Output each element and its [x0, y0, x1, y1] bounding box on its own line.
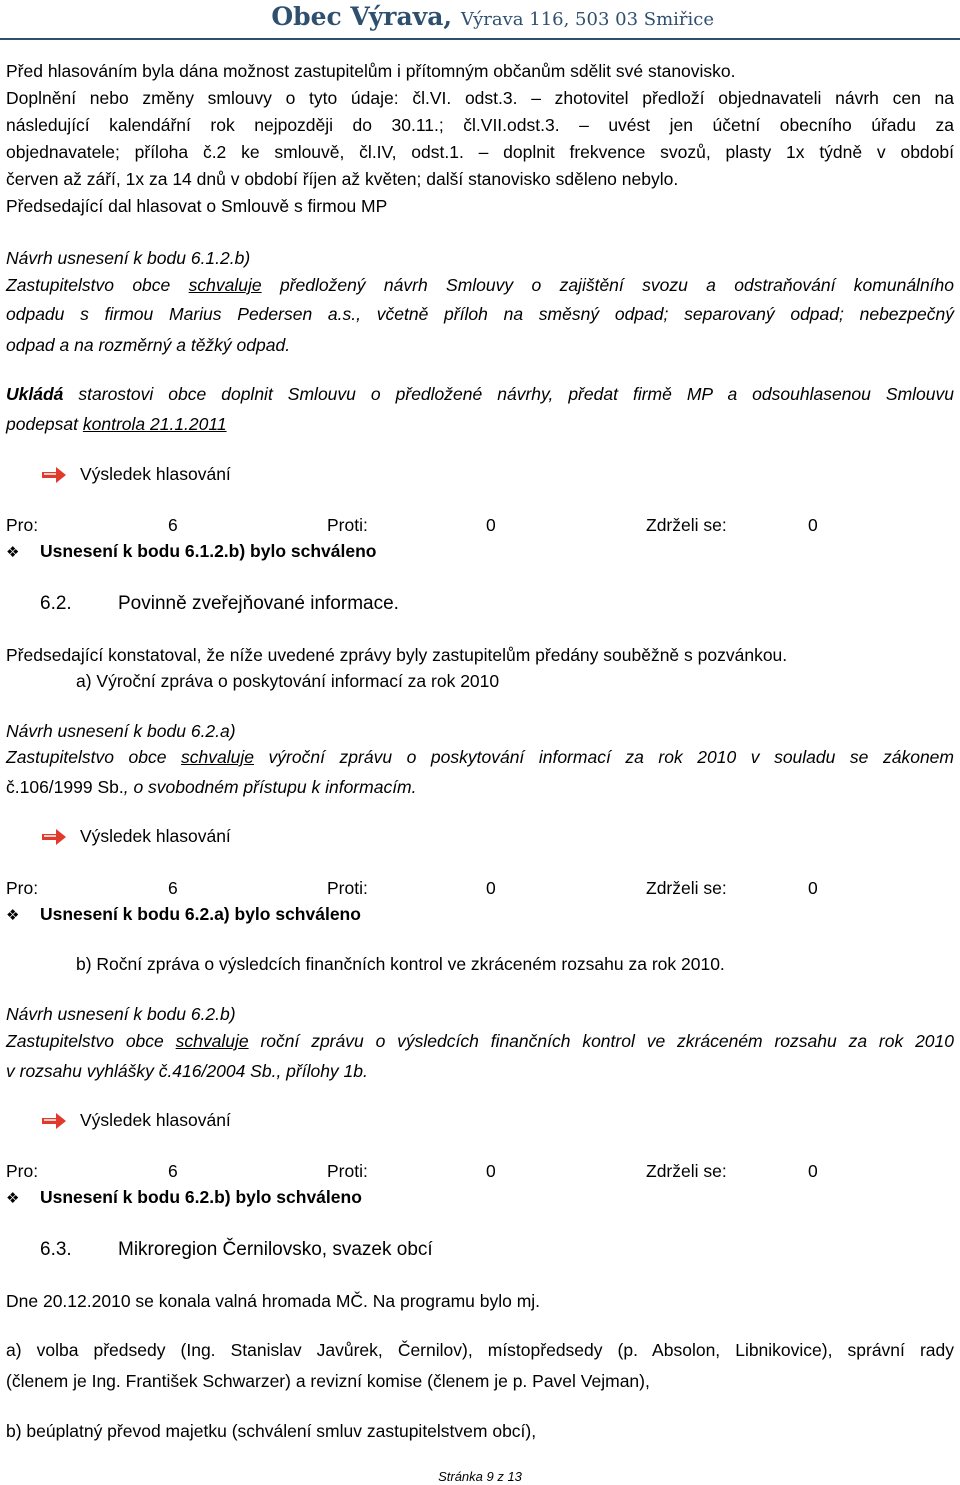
pro-count: 6	[168, 1161, 178, 1181]
section-6-3-text: Dne 20.12.2010 se konala valná hromada MČ. Na programu bylo mj.	[6, 1291, 541, 1311]
resolution-text-612b-3: odpad a na rozměrný a těžký odpad.	[6, 335, 291, 355]
section-title: Povinně zveřejňované informace.	[118, 593, 399, 614]
proti-count: 0	[486, 515, 496, 535]
section-6-3-item-a-1: a) volba předsedy (Ing. Stanislav Javůrek, Černilov), místopředsedy (p. Absolon, Libnikovice), správní rady	[6, 1340, 954, 1360]
vote-counts-3	[6, 1158, 846, 1185]
resolution-heading-62a: Návrh usnesení k bodu 6.2.a)	[6, 721, 236, 741]
intro-line-1: Před hlasováním byla dána možnost zastupitelům i přítomným občanům sdělit své stanovisko.	[6, 61, 736, 81]
section-6-3-item-b: b) beúplatný převod majetku (schválení smluv zastupitelstvem obcí),	[6, 1421, 537, 1441]
text-part: starostovi obce doplnit Smlouvu o předložené návrhy, předat firmě MP a odsouhlasenou Smlouvu	[63, 384, 954, 404]
zdrzeli-count: 0	[808, 878, 818, 898]
resolution-text-62b-2	[6, 1058, 368, 1085]
section-number: 6.3.	[40, 1239, 72, 1260]
resolution-text-62a-1	[6, 744, 954, 771]
text-part: roční zprávu o výsledcích finančních kontrol ve zkráceném rozsahu za rok 2010	[248, 1031, 955, 1051]
law-ref: č.106/1999 Sb.	[6, 777, 124, 797]
arrow-right-icon	[40, 1111, 68, 1131]
task-line-1	[6, 381, 954, 408]
approves-word: schvaluje	[181, 747, 254, 767]
pro-label: Pro:	[6, 1161, 39, 1181]
page-footer: Stránka 9 z 13	[438, 1469, 522, 1484]
vote-outcome-1	[6, 538, 376, 565]
text-part: výroční zprávu o poskytování informací za rok 2010 v souladu se zákonem	[254, 747, 954, 767]
vote-counts-1	[6, 512, 846, 539]
section-6-2	[6, 590, 906, 617]
pro-label: Pro:	[6, 515, 39, 535]
vote-label: Výsledek hlasování	[80, 826, 231, 846]
proti-label: Proti:	[327, 878, 368, 898]
pro-label: Pro:	[6, 878, 39, 898]
arrow-right-icon	[40, 827, 68, 847]
item-a: a) Výroční zpráva o poskytování informací za rok 2010	[76, 671, 500, 691]
task-line-2	[6, 411, 227, 438]
zdrzeli-label: Zdrželi se:	[646, 1161, 727, 1181]
proti-count: 0	[486, 1161, 496, 1181]
text-part: podepsat	[6, 414, 83, 434]
diamond-bullet-icon: ❖	[6, 1190, 20, 1207]
vote-label: Výsledek hlasování	[80, 1110, 231, 1130]
pro-count: 6	[168, 515, 178, 535]
text-part: Zastupitelstvo obce	[6, 747, 182, 767]
resolution-text-612b-1	[6, 272, 954, 299]
intro-line-2: Doplnění nebo změny smlouvy o tyto údaje: čl.VI. odst.3. – zhotovitel předloží objednavateli návrh cen na	[6, 88, 954, 108]
deadline: kontrola 21.1.2011	[82, 414, 227, 434]
proti-label: Proti:	[327, 515, 368, 535]
text-part: Zastupitelstvo obce	[6, 275, 189, 295]
diamond-bullet-icon: ❖	[6, 544, 20, 561]
intro-line-6: Předsedající dal hlasovat o Smlouvě s firmou MP	[6, 196, 388, 216]
proti-label: Proti:	[327, 1161, 368, 1181]
zdrzeli-label: Zdrželi se:	[646, 878, 727, 898]
intro-line-3: následující kalendářní rok nejpozději do 30.11.; čl.VII.odst.3. – uvést jen účetní obecního úřadu za	[6, 115, 954, 135]
section-title: Mikroregion Černilovsko, svazek obcí	[118, 1239, 433, 1260]
intro-line-4: objednavatele; příloha č.2 ke smlouvě, čl.IV, odst.1. – doplnit frekvence svozů, plasty 1x týdně v období	[6, 142, 954, 162]
municipality-name: Obec Výrava,	[271, 2, 453, 31]
page-header	[0, 0, 960, 40]
diamond-bullet-icon: ❖	[6, 907, 20, 924]
vote-label: Výsledek hlasování	[80, 464, 231, 484]
vote-result-heading-1	[40, 461, 231, 488]
vote-outcome-2	[6, 901, 361, 928]
approves-word: schvaluje	[175, 1031, 249, 1051]
outcome-text: Usnesení k bodu 6.1.2.b) bylo schváleno	[40, 541, 377, 561]
task-keyword: Ukládá	[6, 384, 64, 404]
resolution-heading-612b: Návrh usnesení k bodu 6.1.2.b)	[6, 248, 251, 268]
intro-line-5: červen až září, 1x za 14 dnů v období říjen až květen; další stanovisko sděleno nebylo.	[6, 169, 679, 189]
proti-count: 0	[486, 878, 496, 898]
zdrzeli-count: 0	[808, 1161, 818, 1181]
section-number: 6.2.	[40, 593, 72, 614]
header-title	[271, 2, 714, 31]
section-6-3-item-a-2: (členem je Ing. František Schwarzer) a revizní komise (členem je p. Pavel Vejman),	[6, 1371, 650, 1391]
text-part: předložený návrh Smlouvy o zajištění svozu a odstraňování komunálního	[261, 275, 955, 295]
resolution-heading-62b: Návrh usnesení k bodu 6.2.b)	[6, 1004, 236, 1024]
approves-word: schvaluje	[188, 275, 262, 295]
text-part: Zastupitelstvo obce	[6, 1031, 176, 1051]
section-6-3	[6, 1236, 906, 1263]
vote-counts-2	[6, 875, 846, 902]
outcome-text: Usnesení k bodu 6.2.b) bylo schváleno	[40, 1187, 362, 1207]
arrow-right-icon	[40, 465, 68, 485]
municipality-address: Výrava 116, 503 03 Smiřice	[460, 9, 714, 30]
vote-result-heading-3	[40, 1107, 231, 1134]
law-ref: v rozsahu vyhlášky č.416/2004 Sb.	[6, 1061, 277, 1081]
section-6-2-text: Předsedající konstatoval, že níže uvedené zprávy byly zastupitelům předány souběžně s pozvánkou.	[6, 645, 788, 665]
zdrzeli-count: 0	[808, 515, 818, 535]
resolution-text-612b-2: odpadu s firmou Marius Pedersen a.s., včetně příloh na směsný odpad; separovaný odpad; nebezpečný	[6, 304, 954, 324]
resolution-text-62b-1	[6, 1028, 954, 1055]
outcome-text: Usnesení k bodu 6.2.a) bylo schváleno	[40, 904, 361, 924]
item-b: b) Roční zpráva o výsledcích finančních kontrol ve zkráceném rozsahu za rok 2010.	[76, 954, 725, 974]
zdrzeli-label: Zdrželi se:	[646, 515, 727, 535]
text-part: , přílohy 1b.	[276, 1061, 368, 1081]
resolution-text-62a-2	[6, 774, 417, 801]
vote-outcome-3	[6, 1184, 362, 1211]
text-part: , o svobodném přístupu k informacím.	[123, 777, 417, 797]
vote-result-heading-2	[40, 823, 231, 850]
pro-count: 6	[168, 878, 178, 898]
